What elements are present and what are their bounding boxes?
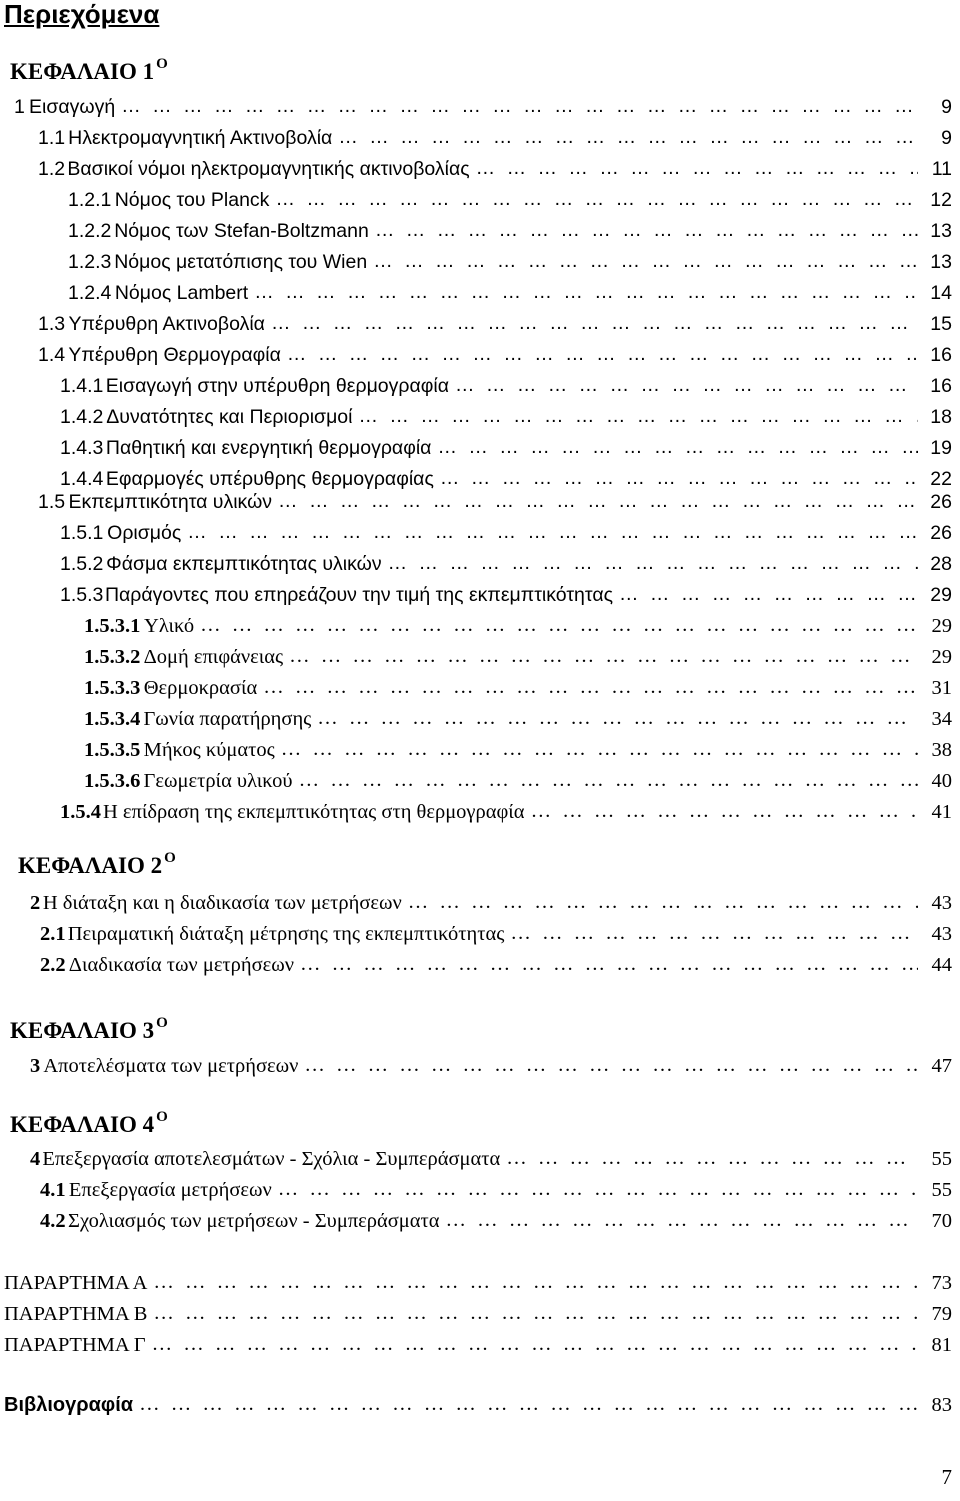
toc-entry[interactable]: [38, 340, 952, 370]
entry-page: 9: [941, 127, 952, 149]
toc-entry[interactable]: [38, 154, 952, 184]
entry-title: Υλικό: [144, 615, 195, 637]
toc-entry-appendix-a[interactable]: [4, 1268, 952, 1298]
entry-title: Εισαγωγή: [29, 96, 116, 118]
entry-page: 34: [931, 708, 952, 730]
entry-page: 19: [930, 437, 952, 459]
entry-title: Ηλεκτρομαγνητική Ακτινοβολία: [68, 127, 333, 149]
entry-number: 3: [30, 1055, 41, 1077]
entry-title: Θερμοκρασία: [143, 677, 258, 699]
entry-title: Η επίδραση της εκπεμπτικότητας στη θερμογραφία: [102, 801, 525, 823]
entry-page: 29: [931, 646, 952, 668]
entry-title: Γεωμετρία υλικού: [143, 770, 293, 792]
entry-title: Δυνατότητες και Περιορισμοί: [106, 406, 353, 428]
entry-page: 18: [930, 406, 952, 428]
dot-leader: [437, 432, 918, 462]
dot-leader: [388, 548, 918, 578]
entry-title: Φάσμα εκπεμπτικότητας υλικών: [106, 553, 382, 575]
dot-leader: [278, 486, 918, 516]
entry-title: Νόμος Lambert: [114, 282, 249, 304]
dot-leader: [338, 122, 918, 152]
entry-page: 55: [931, 1179, 952, 1201]
toc-entry[interactable]: [84, 642, 952, 672]
entry-number: 1.5.2: [60, 553, 104, 575]
chapter-ordinal: Ο: [156, 1109, 168, 1125]
dot-leader: [510, 918, 918, 948]
dot-leader: [271, 308, 918, 338]
entry-number: 1.5.3.4: [84, 708, 141, 730]
entry-page: 83: [931, 1394, 952, 1416]
entry-title: Βιβλιογραφία: [4, 1394, 134, 1416]
entry-title: Υπέρυθρη Ακτινοβολία: [68, 313, 265, 335]
entry-number: 2.1: [40, 923, 66, 945]
entry-number: 1.4.3: [60, 437, 104, 459]
entry-page: 15: [930, 313, 952, 335]
entry-title: Νόμος των Stefan-Boltzmann: [114, 220, 369, 242]
dot-leader: [152, 1329, 918, 1359]
entry-number: 1: [14, 96, 25, 118]
toc-entry-bibliography[interactable]: [4, 1390, 952, 1420]
entry-page: 26: [930, 522, 952, 544]
toc-entry[interactable]: [40, 1206, 952, 1236]
entry-title: Παράγοντες που επηρεάζουν την τιμή της εκπεμπτικότητας: [104, 584, 613, 606]
entry-title: Σχολιασμός των μετρήσεων - Συμπεράσματα: [68, 1210, 440, 1232]
toc-entry[interactable]: [84, 735, 952, 765]
entry-number: 1.2: [38, 158, 66, 180]
dot-leader: [275, 184, 918, 214]
entry-title: Εφαρμογές υπέρυθρης θερμογραφίας: [105, 468, 434, 490]
toc-entry[interactable]: [68, 247, 952, 277]
entry-page: 55: [931, 1148, 952, 1170]
entry-page: 26: [930, 491, 952, 513]
dot-leader: [139, 1389, 918, 1419]
entry-page: 41: [931, 801, 952, 823]
dot-leader: [476, 153, 918, 183]
entry-title: Εισαγωγή στην υπέρυθρη θερμογραφία: [105, 375, 450, 397]
entry-page: 38: [931, 739, 952, 761]
chapter-heading-4: [10, 1111, 168, 1139]
entry-number: 1.5.3.1: [84, 615, 141, 637]
entry-number: 1.2.1: [68, 189, 112, 211]
chapter-heading-2: [18, 852, 176, 880]
entry-number: 1.4: [38, 344, 66, 366]
dot-leader: [263, 672, 918, 702]
dot-leader: [153, 1298, 918, 1328]
entry-number: 1.3: [38, 313, 66, 335]
entry-page: 70: [931, 1210, 952, 1232]
entry-page: 40: [931, 770, 952, 792]
entry-page: 43: [931, 892, 952, 914]
entry-page: 47: [931, 1055, 952, 1077]
entry-number: 1.4.2: [60, 406, 104, 428]
entry-number: 2: [30, 892, 41, 914]
chapter-label: ΚΕΦΑΛΑΙΟ 3: [10, 1018, 155, 1043]
dot-leader: [304, 1050, 918, 1080]
entry-number: 4.1: [40, 1179, 66, 1201]
chapter-heading-3: [10, 1017, 168, 1045]
entry-title: ΠΑΡΑΡΤΗΜΑ Β: [4, 1303, 148, 1325]
chapter-label: ΚΕΦΑΛΑΙΟ 2: [18, 853, 163, 878]
dot-leader: [358, 401, 918, 431]
entry-title: Διαδικασία των μετρήσεων: [68, 954, 295, 976]
toc-entry[interactable]: [40, 1175, 952, 1205]
toc-entry[interactable]: [60, 797, 952, 827]
dot-leader: [317, 703, 918, 733]
entry-title: Νόμος μετατόπισης του Wien: [114, 251, 368, 273]
entry-title: Αποτελέσματα των μετρήσεων: [43, 1055, 299, 1077]
entry-page: 13: [930, 220, 952, 242]
dot-leader: [455, 370, 918, 400]
dot-leader: [531, 796, 918, 826]
entry-number: 1.5.3.5: [84, 739, 141, 761]
entry-page: 12: [930, 189, 952, 211]
entry-number: 1.2.3: [68, 251, 112, 273]
toc-entry[interactable]: [60, 580, 952, 610]
dot-leader: [287, 339, 918, 369]
dot-leader: [278, 1174, 918, 1204]
entry-number: 1.5.4: [60, 801, 101, 823]
dot-leader: [121, 91, 918, 121]
toc-entry[interactable]: [84, 611, 952, 641]
entry-page: 44: [931, 954, 952, 976]
dot-leader: [446, 1205, 918, 1235]
toc-entry[interactable]: [68, 278, 952, 308]
toc-entry[interactable]: [84, 766, 952, 796]
entry-title: ΠΑΡΑΡΤΗΜΑ Α: [4, 1272, 148, 1294]
dot-leader: [506, 1143, 918, 1173]
toc-entry[interactable]: [40, 919, 952, 949]
chapter-heading-1: [10, 58, 168, 86]
page-number: 7: [941, 1465, 952, 1489]
entry-number: 1.5.3.6: [84, 770, 141, 792]
toc-entry[interactable]: [14, 92, 952, 122]
page-title: Περιεχόμενα: [4, 0, 160, 29]
chapter-ordinal: Ο: [156, 1015, 168, 1031]
dot-leader: [289, 641, 918, 671]
entry-number: 4.2: [40, 1210, 66, 1232]
dot-leader: [254, 277, 918, 307]
entry-title: Δομή επιφάνειας: [143, 646, 284, 668]
toc-entry[interactable]: [60, 371, 952, 401]
dot-leader: [187, 517, 918, 547]
dot-leader: [299, 765, 918, 795]
entry-page: 28: [930, 553, 952, 575]
entry-number: 1.4.1: [60, 375, 104, 397]
entry-title: Ορισμός: [107, 522, 182, 544]
toc-entry[interactable]: [30, 888, 952, 918]
entry-number: 1.1: [38, 127, 66, 149]
dot-leader: [300, 949, 918, 979]
toc-entry[interactable]: [84, 704, 952, 734]
dot-leader: [153, 1267, 918, 1297]
toc-entry[interactable]: [60, 433, 952, 463]
entry-page: 14: [930, 282, 952, 304]
toc-entry[interactable]: [84, 673, 952, 703]
entry-number: 1.2.2: [68, 220, 112, 242]
toc-entry[interactable]: [68, 216, 952, 246]
entry-title: ΠΑΡΑΡΤΗΜΑ Γ: [4, 1334, 146, 1356]
entry-page: 31: [931, 677, 952, 699]
toc-entry[interactable]: [38, 487, 952, 517]
entry-title: Επεξεργασία αποτελεσμάτων - Σχόλια - Συμπεράσματα: [42, 1148, 501, 1170]
entry-title: Υπέρυθρη Θερμογραφία: [68, 344, 281, 366]
toc-entry[interactable]: [30, 1144, 952, 1174]
entry-page: 22: [930, 468, 952, 490]
entry-title: Βασικοί νόμοι ηλεκτρομαγνητικής ακτινοβολίας: [67, 158, 470, 180]
entry-page: 16: [930, 344, 952, 366]
dot-leader: [375, 215, 918, 245]
dot-leader: [281, 734, 918, 764]
entry-title: Μήκος κύματος: [143, 739, 275, 761]
entry-page: 73: [931, 1272, 952, 1294]
entry-title: Η διάταξη και η διαδικασία των μετρήσεων: [42, 892, 402, 914]
toc-entry[interactable]: [38, 309, 952, 339]
entry-page: 9: [941, 96, 952, 118]
entry-page: 13: [930, 251, 952, 273]
entry-number: 1.2.4: [68, 282, 112, 304]
entry-title: Γωνία παρατήρησης: [143, 708, 312, 730]
entry-page: 29: [930, 584, 952, 606]
entry-number: 4: [30, 1148, 41, 1170]
entry-page: 43: [931, 923, 952, 945]
entry-number: 1.5: [38, 491, 66, 513]
toc-entry[interactable]: [60, 518, 952, 548]
entry-page: 81: [931, 1334, 952, 1356]
chapter-ordinal: Ο: [156, 56, 168, 72]
chapter-label: ΚΕΦΑΛΑΙΟ 4: [10, 1112, 155, 1137]
entry-title: Επεξεργασία μετρήσεων: [68, 1179, 272, 1201]
entry-number: 1.5.3.2: [84, 646, 141, 668]
toc-entry[interactable]: [60, 549, 952, 579]
entry-title: Παθητική και ενεργητική θερμογραφία: [105, 437, 432, 459]
entry-number: 2.2: [40, 954, 66, 976]
dot-leader: [408, 887, 918, 917]
chapter-ordinal: Ο: [164, 850, 176, 866]
chapter-label: ΚΕΦΑΛΑΙΟ 1: [10, 59, 155, 84]
toc-entry[interactable]: [38, 123, 952, 153]
entry-number: 1.4.4: [60, 468, 104, 490]
dot-leader: [200, 610, 918, 640]
entry-page: 29: [931, 615, 952, 637]
entry-title: Εκπεμπτικότητα υλικών: [68, 491, 273, 513]
toc-entry-appendix-b[interactable]: [4, 1299, 952, 1329]
toc-entry-appendix-c[interactable]: [4, 1330, 952, 1360]
toc-entry[interactable]: [68, 185, 952, 215]
entry-page: 79: [931, 1303, 952, 1325]
entry-title: Πειραματική διάταξη μέτρησης της εκπεμπτικότητας: [67, 923, 505, 945]
entry-number: 1.5.3: [60, 584, 104, 606]
entry-number: 1.5.3.3: [84, 677, 141, 699]
entry-title: Νόμος του Planck: [114, 189, 270, 211]
entry-number: 1.5.1: [60, 522, 104, 544]
dot-leader: [619, 579, 918, 609]
dot-leader: [373, 246, 918, 276]
toc-entry[interactable]: [60, 402, 952, 432]
entry-page: 11: [931, 158, 952, 180]
entry-page: 16: [930, 375, 952, 397]
toc-entry[interactable]: [40, 950, 952, 980]
toc-entry[interactable]: [30, 1051, 952, 1081]
